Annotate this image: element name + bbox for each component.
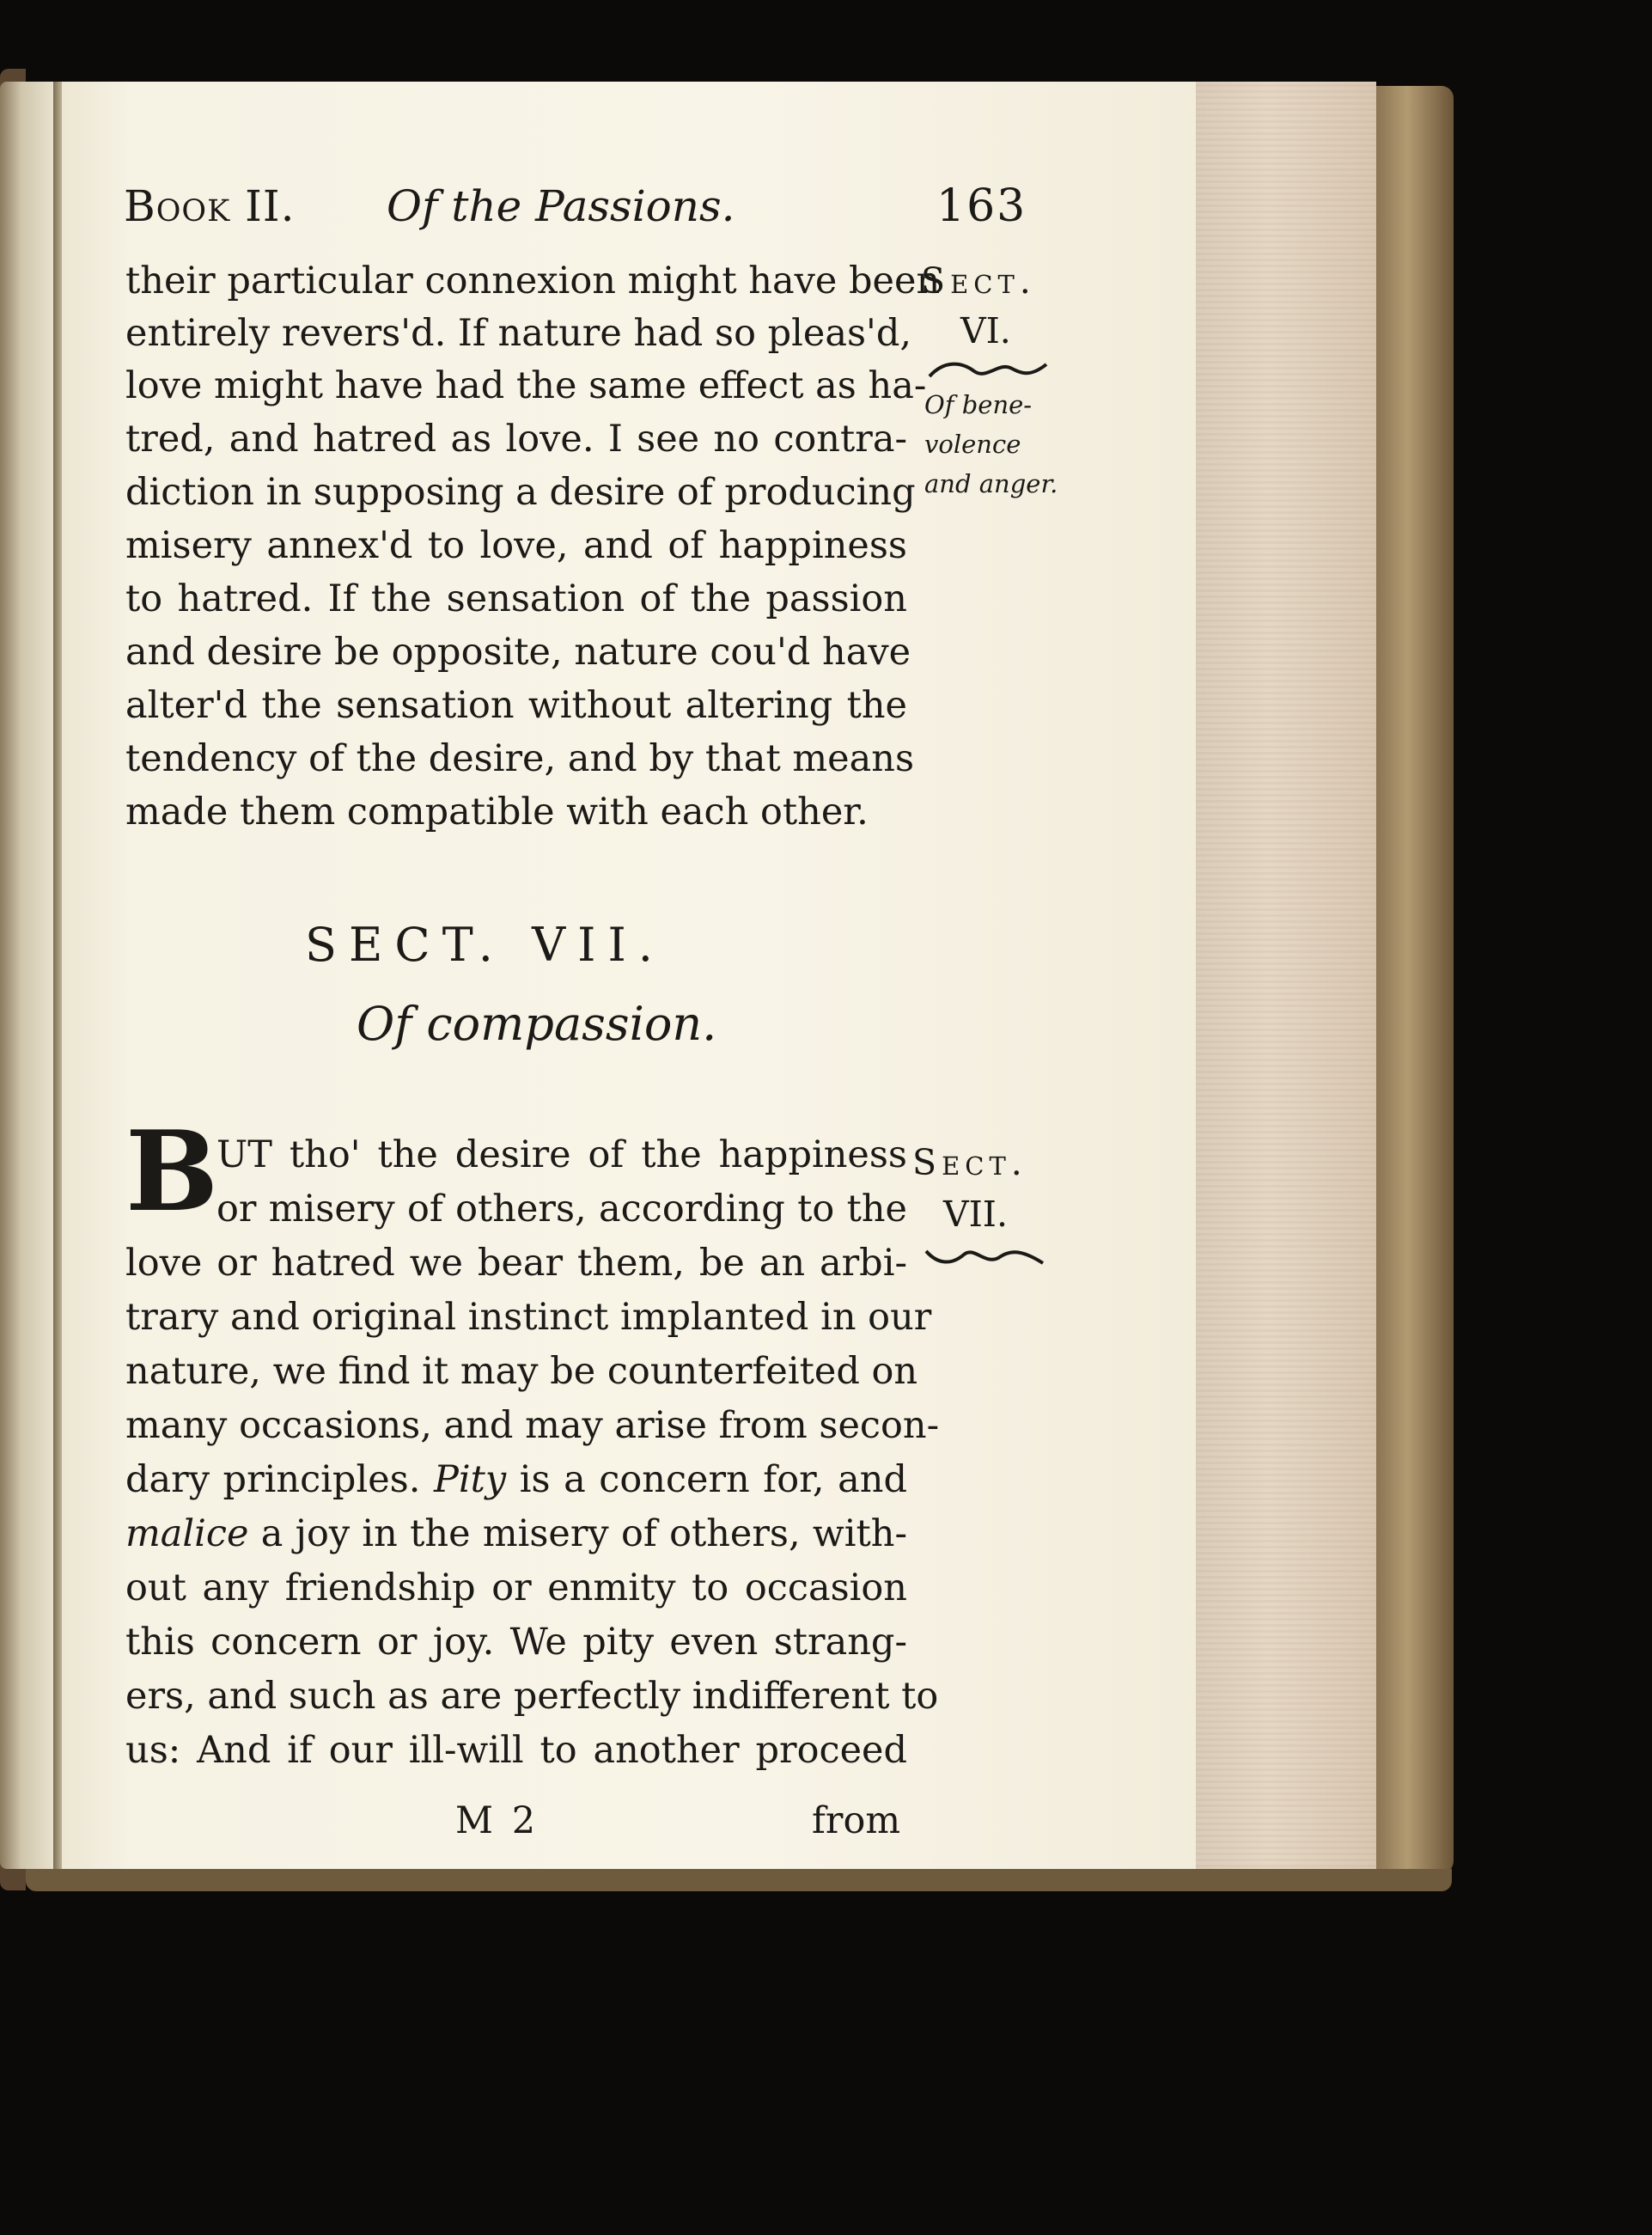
text-line: misery annex'd to love, and of happiness — [125, 524, 907, 567]
bottom-board — [26, 1869, 1452, 1891]
text-line: love might have had the same effect as ha- — [125, 364, 927, 407]
ornament-squiggle — [923, 1244, 1052, 1270]
text-line: to hatred. If the sensation of the passion — [125, 577, 907, 620]
text-line: entirely revers'd. If nature had so pleas'd, — [125, 312, 912, 355]
text-line: us: And if our ill-will to another proceed — [125, 1729, 907, 1772]
text-line-mixed: malice a joy in the misery of others, with- — [125, 1512, 907, 1555]
facing-page-edge — [0, 82, 53, 1869]
text-line-mixed: dary principles. Pity is a concern for, and — [125, 1458, 907, 1501]
margin-sect-label: Sect. — [912, 1142, 1027, 1183]
margin-note-line: Of bene- — [924, 390, 1033, 419]
text-line: or misery of others, according to the — [216, 1188, 907, 1230]
text-line: UT tho' the desire of the happiness — [216, 1133, 907, 1176]
text-line: their particular connexion might have been — [125, 260, 941, 302]
text-line: tendency of the desire, and by that means — [125, 737, 915, 780]
text-line: diction in supposing a desire of producing — [125, 471, 916, 514]
catchword: from — [812, 1799, 901, 1842]
text-line: out any friendship or enmity to occasion — [125, 1566, 907, 1609]
text-line: made them compatible with each other. — [125, 791, 869, 834]
running-head-book: Book II. — [124, 181, 296, 231]
ornament-squiggle — [926, 359, 1055, 385]
drop-cap: B — [125, 1108, 219, 1237]
text-line: love or hatred we bear them, be an arbi- — [125, 1242, 907, 1285]
back-cover — [1376, 86, 1454, 1873]
margin-sect-number: VI. — [960, 310, 1011, 351]
text-line: nature, we find it may be counterfeited on — [125, 1350, 918, 1393]
margin-note-line: volence — [924, 430, 1021, 459]
gutter — [53, 82, 62, 1869]
text-line: ers, and such as are perfectly indifferent to — [125, 1675, 939, 1718]
section-subtitle: Of compassion. — [357, 997, 717, 1051]
running-head-title: Of the Passions. — [387, 181, 735, 231]
text-line: many occasions, and may arise from secon- — [125, 1404, 940, 1447]
text-line: trary and original instinct implanted in our — [125, 1296, 932, 1339]
page-number: 163 — [936, 180, 1027, 232]
margin-note-line: and anger. — [924, 469, 1058, 498]
text-line: this concern or joy. We pity even strang- — [125, 1621, 907, 1664]
text-line: and desire be opposite, nature cou'd have — [125, 631, 911, 674]
signature-mark: M 2 — [455, 1799, 539, 1842]
page-edges — [1196, 82, 1376, 1873]
text-line: tred, and hatred as love. I see no contra- — [125, 418, 907, 461]
section-heading: SECT. VII. — [305, 918, 665, 972]
text-line: alter'd the sensation without altering the — [125, 684, 907, 727]
margin-sect-label: Sect. — [921, 260, 1036, 302]
margin-sect-number: VII. — [943, 1194, 1009, 1235]
